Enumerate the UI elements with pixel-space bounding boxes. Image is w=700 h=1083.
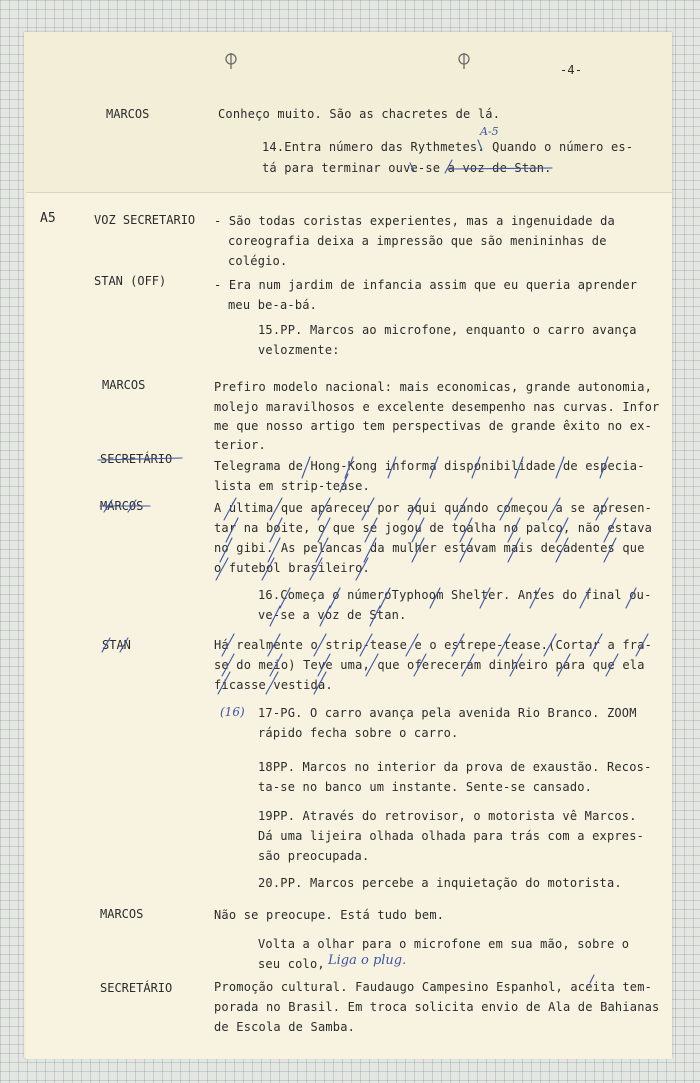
scene-direction: tá para terminar ouve-se a voz de Stan.	[262, 161, 552, 175]
scene-direction: ve-se a voz de Stan.	[258, 608, 407, 622]
page-number: -4-	[560, 63, 583, 77]
dialogue-line: me que nosso artigo tem perspectivas de grande êxito no ex-	[214, 419, 653, 433]
dialogue-line: coreografia deixa a impressão que são menininhas de	[228, 234, 607, 248]
dialogue-line: porada no Brasil. Em troca solicita envio de Ala de Bahianas	[214, 1000, 660, 1014]
dialogue-line: tar na boite, o que se jogou de toalha no palco, não estava	[214, 521, 653, 535]
handwritten-scene-number: (16)	[220, 705, 245, 719]
dialogue-line: Promoção cultural. Faudaugo Campesino Espanhol, aceita tem-	[214, 980, 653, 994]
scene-direction: Volta a olhar para o microfone em sua mão, sobre o	[258, 937, 630, 951]
dialogue-line: A última que apareceu por aqui quando começou a se apresen-	[214, 501, 653, 515]
speaker-secretario: SECRETÁRIO	[100, 981, 173, 995]
dialogue-line: Prefiro modelo nacional: mais economicas, grande autonomia,	[214, 380, 653, 394]
speaker-stan: STAN	[102, 638, 131, 652]
scene-direction: ta-se no banco um instante. Sente-se cansado.	[258, 780, 593, 794]
dialogue-line: terior.	[214, 438, 266, 452]
speaker-marcos: MARCOS	[100, 907, 144, 921]
scene-direction: 16.Começa o númeroTyphoom Shelter. Antes do final ou-	[258, 588, 652, 602]
speaker-voz-secretario: VOZ SECRETARIO	[94, 213, 196, 227]
dialogue-line: se do meio) Teve uma, que ofereceram dinheiro para que ela	[214, 658, 645, 672]
scene-direction: 14.Entra número das Rythmetes. Quando o número es-	[262, 140, 634, 154]
scene-direction: 18PP. Marcos no interior da prova de exaustão. Recos-	[258, 760, 652, 774]
handwritten-note: Liga o plug.	[328, 953, 407, 968]
dialogue-line: no gibi. As pelancas da mulher estavam mais decadentes que	[214, 541, 645, 555]
handwritten-insert: A-5	[480, 125, 499, 138]
dialogue-line: de Escola de Samba.	[214, 1020, 356, 1034]
dialogue-line: - Era num jardim de infancia assim que eu queria aprender	[214, 278, 638, 292]
dialogue-line: - São todas coristas experientes, mas a ingenuidade da	[214, 214, 615, 228]
scene-direction: rápido fecha sobre o carro.	[258, 726, 459, 740]
dialogue-line: o futebol brasileiro.	[214, 561, 370, 575]
dialogue-line: Há realmente o strip-tease e o estrepe-tease.(Cortar a fra-	[214, 638, 653, 652]
dialogue-line: Conheço muito. São as chacretes de lá.	[218, 107, 501, 121]
dialogue-line: molejo maravilhosos e excelente desempenho nas curvas. Infor	[214, 400, 660, 414]
speaker-secretario: SECRETÁRIO	[100, 452, 173, 466]
dialogue-line: Não se preocupe. Está tudo bem.	[214, 908, 445, 922]
scene-direction: 19PP. Através do retrovisor, o motorista vê Marcos.	[258, 809, 637, 823]
dialogue-line: ficasse vestida.	[214, 678, 333, 692]
scene-direction: 20.PP. Marcos percebe a inquietação do motorista.	[258, 876, 622, 890]
scene-direction: 15.PP. Marcos ao microfone, enquanto o carro avança	[258, 323, 637, 337]
scene-direction: Dá uma lijeira olhada olhada para trás com a expres-	[258, 829, 645, 843]
scene-direction: seu colo,	[258, 957, 325, 971]
dialogue-line: Telegrama de Hong-Kong informa disponibilidade de especia-	[214, 459, 645, 473]
dialogue-line: lista em strip-tease.	[214, 479, 370, 493]
scene-direction: velozmente:	[258, 343, 340, 357]
speaker-marcos: MARCOS	[100, 499, 144, 513]
speaker-marcos: MARCOS	[102, 378, 146, 392]
margin-marker: A5	[40, 211, 56, 226]
speaker-marcos: MARCOS	[106, 107, 150, 121]
dialogue-line: meu be-a-bá.	[228, 298, 318, 312]
speaker-stan-off: STAN (OFF)	[94, 274, 167, 288]
scene-direction: 17-PG. O carro avança pela avenida Rio Branco. ZOOM	[258, 706, 637, 720]
dialogue-line: colégio.	[228, 254, 288, 268]
scene-direction: são preocupada.	[258, 849, 370, 863]
